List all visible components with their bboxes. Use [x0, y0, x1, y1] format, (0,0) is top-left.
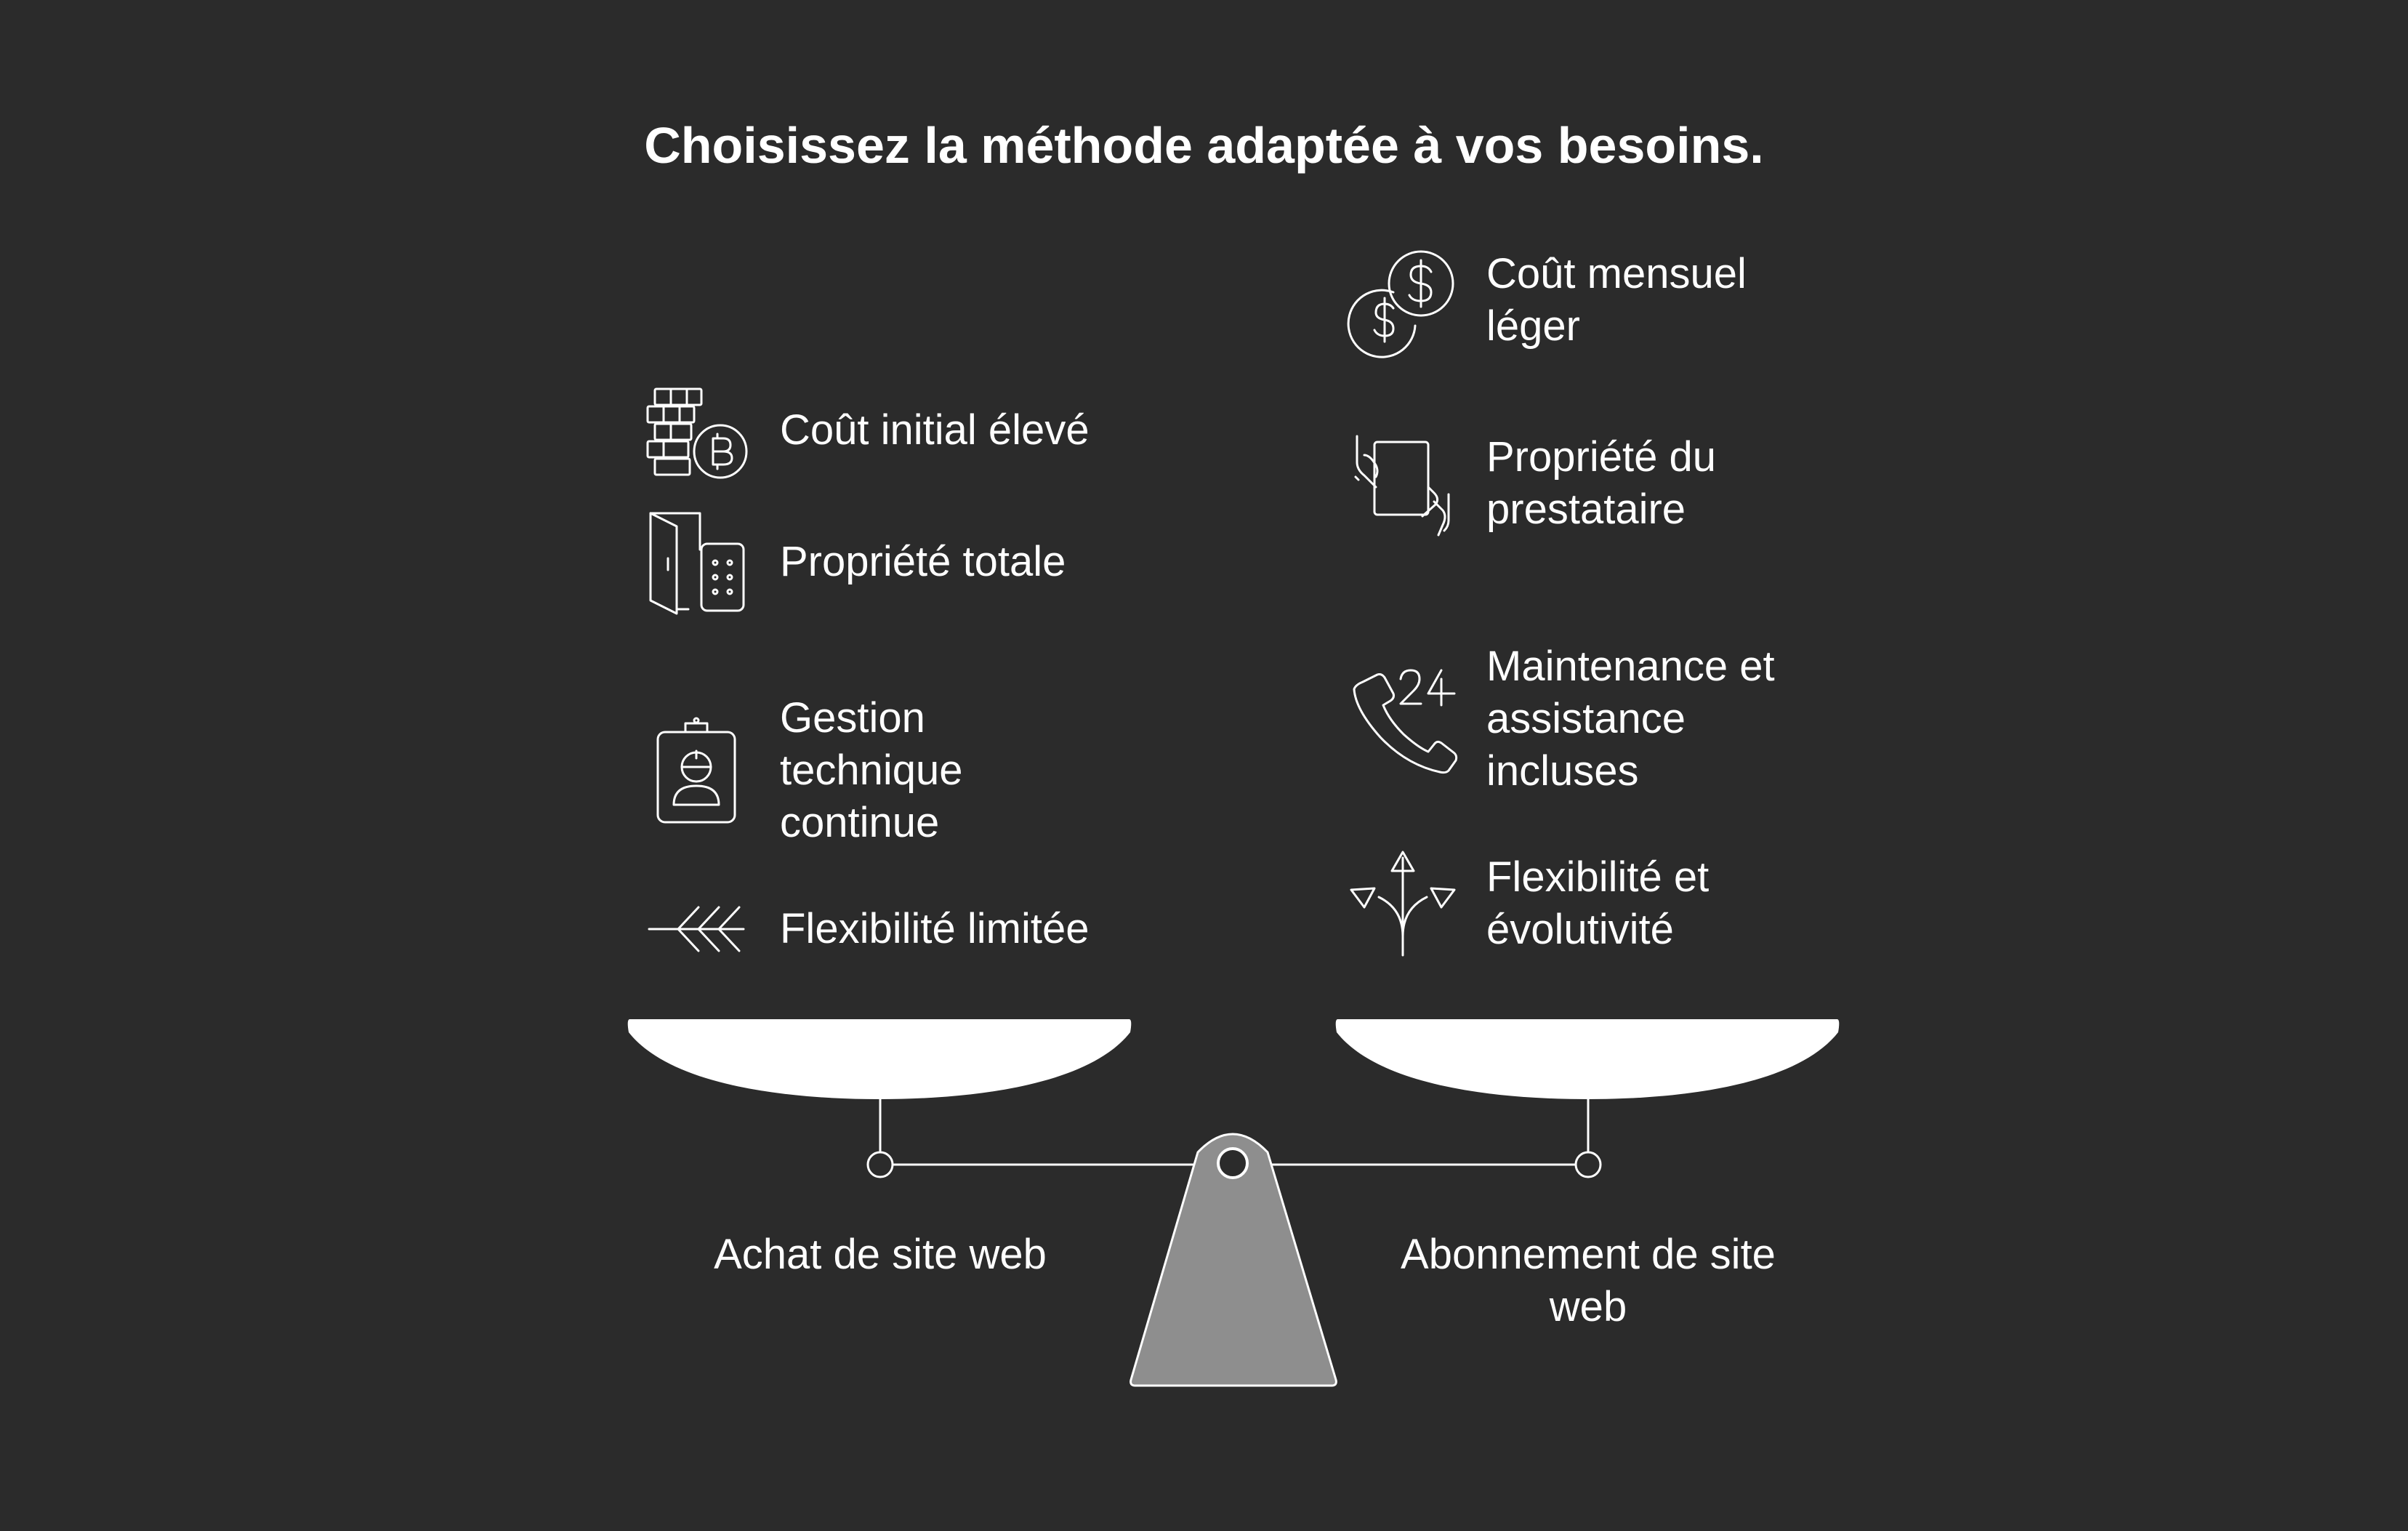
left-item-initial-cost	[642, 376, 1090, 485]
item-label: Gestion technique continue	[780, 694, 963, 846]
left-pan	[628, 1019, 1132, 1099]
right-item-monthly-cost	[1348, 246, 1747, 355]
right-item-maintenance	[1348, 640, 1775, 797]
technician-badge-icon	[642, 716, 751, 825]
item-label: Coût initial élevé	[780, 406, 1090, 454]
phone-24-icon	[1348, 664, 1457, 773]
item-label: Propriété du prestataire	[1486, 433, 1716, 533]
right-item-flex-evolution	[1348, 849, 1709, 958]
right-option-label: Abonnement de site web	[1401, 1231, 1776, 1330]
item-label: Propriété totale	[780, 538, 1066, 585]
left-item-ownership	[642, 507, 1066, 616]
fulcrum-pivot	[1218, 1149, 1247, 1178]
left-item-tech-management	[642, 692, 963, 849]
dollar-coins-icon	[1348, 246, 1457, 355]
branching-arrows-icon	[1348, 849, 1457, 958]
item-label: Coût mensuel léger	[1486, 250, 1747, 350]
hands-document-icon	[1348, 429, 1457, 538]
door-keypad-icon	[642, 507, 751, 616]
left-item-limited-flex	[642, 875, 1089, 984]
item-label: Maintenance et assistance incluses	[1486, 643, 1775, 795]
bitcoin-coins-icon	[642, 376, 751, 485]
item-label: Flexibilité et évolutivité	[1486, 853, 1710, 953]
left-option-label: Achat de site web	[714, 1231, 1047, 1278]
arrow-limited-icon	[642, 875, 751, 984]
page-title: Choisissez la méthode adaptée à vos besoins.	[644, 117, 1764, 174]
right-pan	[1336, 1019, 1840, 1099]
item-label: Flexibilité limitée	[780, 905, 1090, 952]
right-item-provider-ownership	[1348, 429, 1716, 538]
